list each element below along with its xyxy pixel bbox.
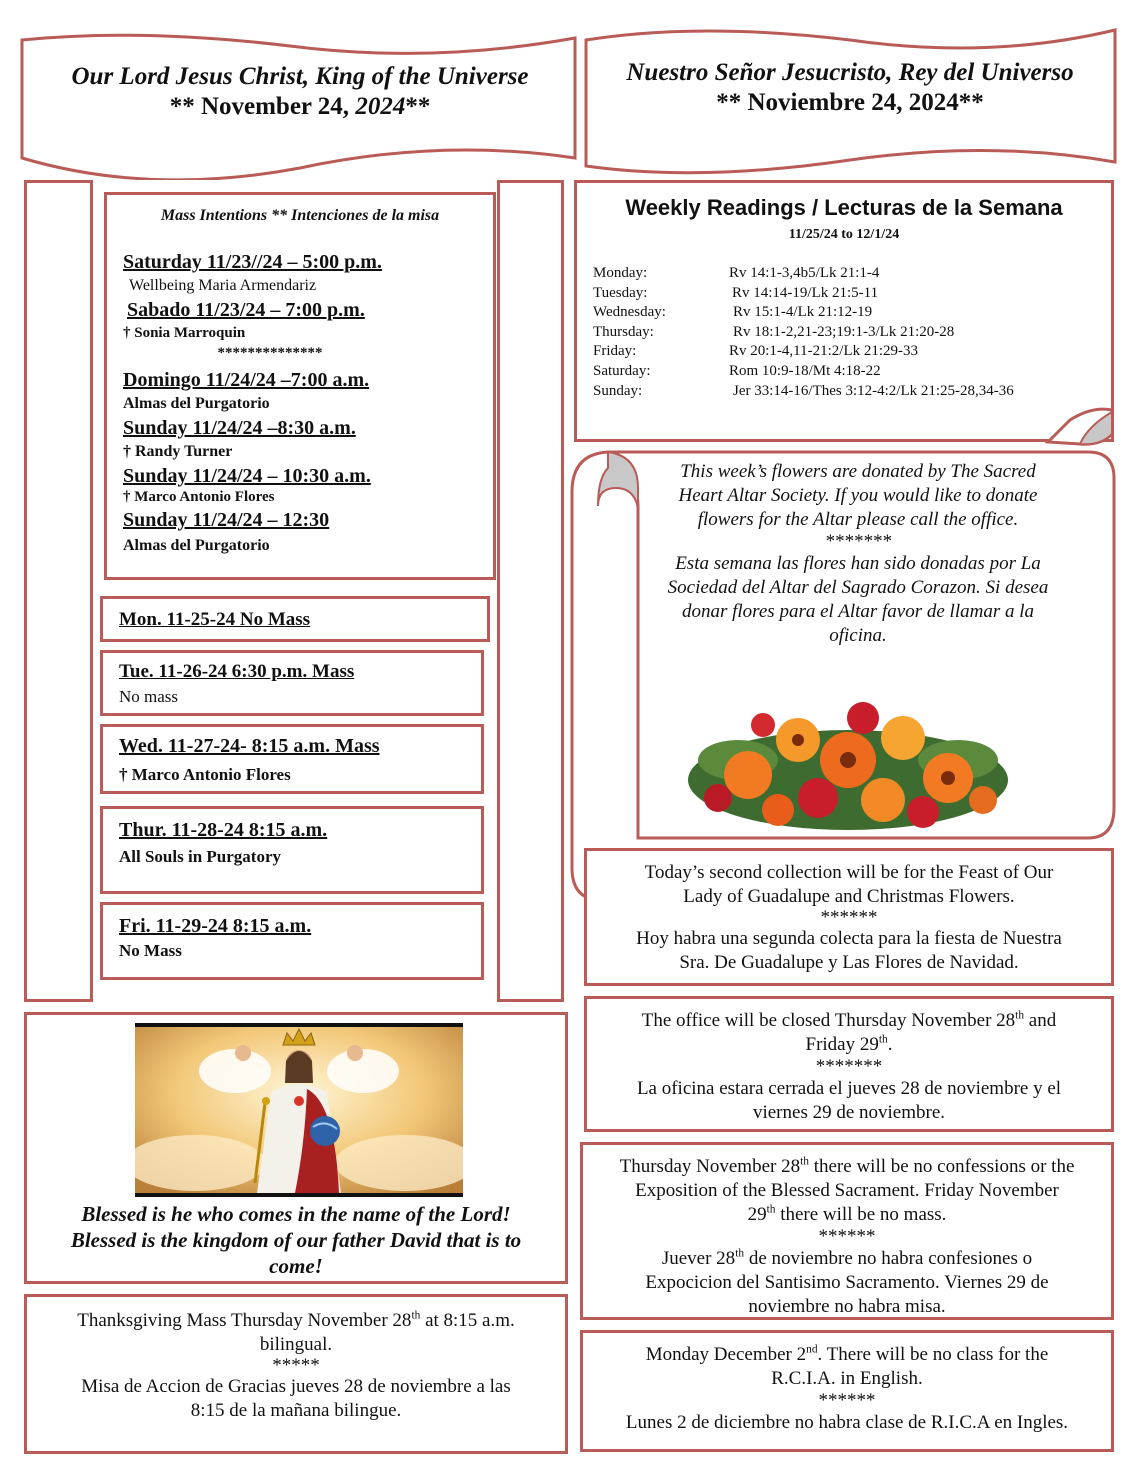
flowers-en-line: This week’s flowers are donated by The Sacred <box>680 461 1036 482</box>
flowers-es-line: Sociedad del Altar del Sagrado Corazon. Si desea <box>667 577 1049 598</box>
office-closed-box <box>584 996 1114 1132</box>
office-closed-text <box>591 1009 1107 1125</box>
readings-title: Weekly Readings / Lecturas de la Semana <box>625 195 1063 220</box>
weekday-mass-title: Fri. 11-29-24 8:15 a.m. <box>119 915 312 937</box>
flowers-es-line: Esta semana las flores han sido donadas por La <box>675 553 1041 574</box>
weekday-mass-friday <box>100 902 484 980</box>
ordinal: th <box>411 1309 421 1322</box>
banner-english-date <box>30 92 570 122</box>
weekday-mass-tuesday <box>100 650 484 716</box>
reading-ref: Rv 14:14-19/Lk 21:5-11 <box>732 285 879 301</box>
weekday-mass-monday <box>100 596 490 642</box>
text: Thursday November 28 <box>619 1156 801 1177</box>
banner-spanish <box>590 58 1110 118</box>
weekday-mass-thursday <box>100 806 484 894</box>
mass-intentions-heading: Mass Intentions ** Intenciones de la misa <box>160 207 440 224</box>
text: there will be no mass. <box>775 1204 947 1225</box>
flowers-es-line: oficina. <box>829 625 887 646</box>
separator: ****** <box>818 1226 876 1247</box>
reading-day: Thursday: <box>593 324 654 340</box>
christ-king-caption <box>37 1201 555 1279</box>
office-closed-en-a <box>591 1009 1107 1033</box>
intention-separator: ************** <box>217 345 323 361</box>
second-collection-es: Sra. De Guadalupe y Las Flores de Navidad. <box>679 952 1019 973</box>
separator: ****** <box>818 1390 876 1411</box>
text: there will be no confessions or the <box>808 1156 1075 1177</box>
text: . <box>887 1034 893 1055</box>
weekly-readings-box <box>574 180 1114 442</box>
weekday-mass-title: Tue. 11-26-24 6:30 p.m. Mass <box>119 661 355 682</box>
weekday-mass-detail: † Marco Antonio Flores <box>119 765 291 784</box>
reading-day: Sunday: <box>593 383 643 399</box>
rcia-en-a <box>587 1343 1107 1367</box>
ordinal: th <box>766 1203 776 1216</box>
office-closed-en-b <box>591 1033 1107 1057</box>
caption-line: Blessed is the kingdom of our father David that is to <box>70 1228 522 1252</box>
date-year: 2024 <box>355 93 406 120</box>
reading-day: Monday: <box>593 265 648 281</box>
reading-row <box>593 363 1093 383</box>
text: 29 <box>747 1204 767 1225</box>
text: Juever 28 <box>661 1248 736 1269</box>
text: de noviembre no habra confesiones o <box>744 1248 1033 1269</box>
readings-range: 11/25/24 to 12/1/24 <box>788 227 900 242</box>
intention-name: † Marco Antonio Flores <box>123 489 275 505</box>
second-collection-es: Hoy habra una segunda colecta para la fiesta de Nuestra <box>636 928 1062 949</box>
weekday-mass-title: Mon. 11-25-24 No Mass <box>119 609 311 630</box>
confessions-es-c: noviembre no habra misa. <box>748 1296 946 1317</box>
flowers-en-line: Heart Altar Society. If you would like to donate <box>678 485 1038 506</box>
ordinal: nd <box>806 1343 818 1356</box>
intention-time: Sabado 11/23/24 – 7:00 p.m. <box>127 299 365 321</box>
reading-ref: Rv 20:1-4,11-21:2/Lk 21:29-33 <box>729 343 919 359</box>
office-closed-es: La oficina estara cerrada el jueves 28 de noviembre y el <box>636 1078 1062 1099</box>
thanksgiving-es: Misa de Accion de Gracias jueves 28 de noviembre a las <box>81 1376 511 1397</box>
reading-day: Saturday: <box>593 363 651 379</box>
thanksgiving-es: 8:15 de la mañana bilingue. <box>190 1400 402 1421</box>
thanksgiving-en-b: bilingual. <box>259 1334 333 1355</box>
reading-row <box>593 304 1093 324</box>
intention-name: Almas del Purgatorio <box>123 395 270 412</box>
weekday-mass-detail: No Mass <box>119 941 182 960</box>
ordinal: th <box>878 1033 888 1046</box>
intention-name: † Randy Turner <box>123 443 233 460</box>
intention-time: Domingo 11/24/24 –7:00 a.m. <box>123 369 370 391</box>
ordinal: th <box>1015 1009 1025 1022</box>
confessions-en-b: Exposition of the Blessed Sacrament. Friday November <box>635 1180 1059 1201</box>
text: Thanksgiving Mass Thursday November 28 <box>77 1310 412 1331</box>
intention-time: Saturday 11/23//24 – 5:00 p.m. <box>123 251 382 273</box>
intention-time: Sunday 11/24/24 – 10:30 a.m. <box>123 465 371 487</box>
flowers-es-line: donar flores para el Altar favor de llamar a la <box>681 601 1035 622</box>
thanksgiving-text <box>33 1309 559 1423</box>
intention-time: Sunday 11/24/24 – 12:30 <box>123 509 330 531</box>
intention-name: Wellbeing Maria Armendariz <box>129 277 317 294</box>
reading-ref: Rv 14:1-3,4b5/Lk 21:1-4 <box>729 265 880 281</box>
reading-ref: Rv 15:1-4/Lk 21:12-19 <box>733 304 873 320</box>
second-collection-en: Today’s second collection will be for the Feast of Our <box>644 862 1054 883</box>
christ-king-box <box>24 1012 568 1284</box>
second-collection-en: Lady of Guadalupe and Christmas Flowers. <box>683 886 1015 907</box>
reading-row <box>593 324 1093 344</box>
rcia-box <box>580 1330 1114 1452</box>
date-prefix: ** November 24, <box>169 93 356 120</box>
text: . There will be no class for the <box>817 1344 1049 1365</box>
flowers-text <box>638 460 1078 648</box>
reading-row <box>593 343 1093 363</box>
separator: ******* <box>815 1056 883 1077</box>
reading-ref: Jer 33:14-16/Thes 3:12-4:2/Lk 21:25-28,34-36 <box>733 383 1014 399</box>
date-suffix: ** <box>405 93 431 120</box>
weekday-mass-title: Wed. 11-27-24- 8:15 a.m. Mass <box>119 735 380 757</box>
confessions-en-c <box>587 1203 1107 1227</box>
intention-name: † Sonia Marroquin <box>123 325 246 341</box>
text: Friday 29 <box>805 1034 879 1055</box>
thanksgiving-en-a <box>33 1309 559 1333</box>
rcia-text <box>587 1343 1107 1435</box>
reading-row <box>593 383 1093 403</box>
banner-english <box>30 62 570 122</box>
reading-ref: Rv 18:1-2,21-23;19:1-3/Lk 21:20-28 <box>733 324 955 340</box>
intention-time: Sunday 11/24/24 –8:30 a.m. <box>123 417 356 439</box>
banner-english-title: Our Lord Jesus Christ, King of the Universe <box>71 63 529 90</box>
caption-line: Blessed is he who comes in the name of the Lord! <box>81 1202 511 1226</box>
ordinal: th <box>735 1247 745 1260</box>
confessions-es-a <box>587 1247 1107 1271</box>
flowers-en-line: flowers for the Altar please call the office. <box>697 509 1019 530</box>
reading-day: Wednesday: <box>593 304 666 320</box>
confessions-box <box>580 1142 1114 1320</box>
flower-bouquet-image <box>678 680 1018 834</box>
rcia-en-b: R.C.I.A. in English. <box>771 1368 923 1389</box>
confessions-es-b: Expocicion del Santisimo Sacramento. Viernes 29 de <box>645 1272 1049 1293</box>
second-collection-box <box>584 848 1114 986</box>
text: The office will be closed Thursday November 28 <box>641 1010 1016 1031</box>
weekday-mass-detail: All Souls in Purgatory <box>119 847 281 866</box>
thanksgiving-box <box>24 1294 568 1454</box>
reading-ref: Rom 10:9-18/Mt 4:18-22 <box>729 363 881 379</box>
intention-name: Almas del Purgatorio <box>123 537 270 554</box>
weekday-mass-wednesday <box>100 724 484 794</box>
confessions-text <box>587 1155 1107 1319</box>
banner-spanish-title: Nuestro Señor Jesucristo, Rey del Universo <box>626 59 1074 86</box>
second-collection-text <box>591 861 1107 975</box>
caption-line: come! <box>269 1254 323 1278</box>
rcia-es: Lunes 2 de diciembre no habra clase de R.I.C.A en Ingles. <box>625 1412 1069 1433</box>
text: Monday December 2 <box>645 1344 807 1365</box>
separator: ******* <box>824 531 892 552</box>
text: and <box>1024 1010 1057 1031</box>
reading-day: Tuesday: <box>593 285 648 301</box>
scroll-curl-decoration <box>1040 404 1116 450</box>
reading-row <box>593 285 1093 305</box>
weekday-mass-detail: No mass <box>119 687 179 706</box>
reading-row <box>593 265 1093 285</box>
separator: ***** <box>272 1355 320 1376</box>
confessions-en-a <box>587 1155 1107 1179</box>
separator: ****** <box>820 907 878 928</box>
banner-spanish-date: ** Noviembre 24, 2024** <box>716 89 984 116</box>
christ-king-image <box>135 1023 463 1197</box>
mass-intentions-box <box>104 192 496 580</box>
reading-day: Friday: <box>593 343 637 359</box>
weekday-mass-title: Thur. 11-28-24 8:15 a.m. <box>119 819 328 841</box>
office-closed-es: viernes 29 de noviembre. <box>752 1102 946 1123</box>
ordinal: th <box>800 1155 809 1168</box>
text: at 8:15 a.m. <box>420 1310 515 1331</box>
